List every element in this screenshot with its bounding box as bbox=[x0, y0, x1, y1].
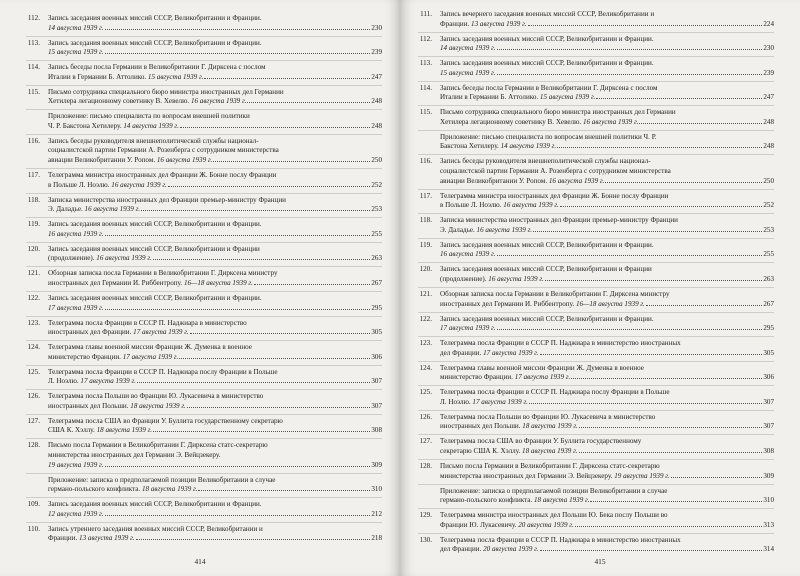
entry-divider bbox=[418, 54, 774, 57]
entry-page-number: 252 bbox=[763, 201, 774, 210]
entry-page-number: 295 bbox=[371, 303, 382, 312]
leader-dots bbox=[529, 403, 762, 404]
entry-number: 130. bbox=[419, 535, 432, 544]
toc-entry bbox=[418, 133, 774, 152]
entry-title: Телеграмма посла Франции в СССР П. Наджиара послу Франции в Польше Л. Ноэлю. 17 августа 1939 г. 307 bbox=[48, 367, 382, 386]
entry-number: 109. bbox=[27, 500, 40, 509]
entry-number: 123. bbox=[419, 339, 432, 348]
entry-number: 112. bbox=[27, 14, 40, 22]
entry-divider bbox=[418, 432, 774, 435]
entry-title: Телеграмма посла США во Франции У. Буллита государственному секретарю США К. Хэллу. 18 августа 1939 г. 308 bbox=[440, 437, 774, 456]
entry-divider bbox=[26, 411, 382, 414]
toc-entry bbox=[418, 59, 774, 78]
entry-title: Запись заседания военных миссий СССР, Великобритании и Франции. 14 августа 1939 г. 230 bbox=[440, 34, 774, 53]
entry-title: Обзорная записка посла Германии в Великобритании Г. Дирксена министру иностранных дел Германии И. Риббентропу. 16—18 августа 1939 г. 267 bbox=[48, 269, 382, 287]
toc-entry bbox=[418, 462, 774, 481]
entry-title: Обзорная записка посла Германии в Великобритании Г. Дирксена министру иностранных дел Германии И. Риббентропу. 16—18 августа 1939 г. 267 bbox=[440, 289, 774, 308]
entry-title: Запись заседания военных миссий СССР, Великобритании и Франции (продолжение). 16 августа 1939 г. 263 bbox=[440, 265, 774, 283]
toc-entry bbox=[26, 525, 382, 544]
toc-entry bbox=[418, 290, 774, 309]
entry-divider bbox=[26, 289, 382, 292]
leader-dots bbox=[247, 102, 370, 103]
entry-page-number: 255 bbox=[763, 250, 774, 259]
leader-dots bbox=[528, 25, 763, 26]
leader-dots bbox=[105, 515, 371, 516]
entry-title: Запись утреннего заседания военных миссий СССР, Великобритании и Франции. 13 августа 1939 г. 218 bbox=[48, 524, 382, 543]
toc-entry bbox=[418, 339, 774, 358]
toc-entry bbox=[26, 196, 382, 215]
leader-dots bbox=[533, 231, 762, 232]
entry-page-number: 305 bbox=[763, 348, 774, 357]
toc-entry bbox=[418, 388, 774, 407]
entry-number: 120. bbox=[27, 244, 40, 253]
entry-divider bbox=[26, 58, 382, 61]
toc-entry bbox=[26, 441, 382, 470]
entry-page-number: 309 bbox=[763, 471, 774, 480]
entry-divider bbox=[26, 264, 382, 267]
entry-number: 119. bbox=[419, 240, 432, 249]
entry-number: 115. bbox=[27, 87, 40, 96]
entry-title: Телеграмма министра иностранных дел Польши Ю. Бека послу Польши во Франции Ю. Лукасевичу. 20 августа 1939 г. 313 bbox=[440, 511, 774, 529]
entry-title: Телеграмма посла Польши во Франции Ю. Лукасевича в министерство иностранных дел Польши. 18 августа 1939 г. 307 bbox=[440, 412, 774, 431]
entry-divider bbox=[26, 495, 382, 498]
entry-page-number: 313 bbox=[763, 520, 774, 529]
leader-dots bbox=[540, 550, 763, 551]
entry-page-number: 252 bbox=[371, 180, 382, 189]
leader-dots bbox=[605, 182, 762, 183]
leader-dots bbox=[497, 74, 763, 75]
entry-divider bbox=[26, 519, 382, 522]
entry-divider bbox=[418, 186, 774, 189]
toc-entry bbox=[26, 417, 382, 436]
entry-divider bbox=[26, 82, 382, 85]
entry-number: 123. bbox=[27, 318, 40, 327]
entry-page-number: 295 bbox=[763, 324, 774, 333]
entry-divider bbox=[418, 260, 774, 263]
entry-divider bbox=[26, 132, 382, 135]
toc-entry bbox=[418, 157, 774, 186]
entry-page-number: 314 bbox=[763, 545, 774, 554]
leader-dots bbox=[557, 147, 762, 148]
entry-divider bbox=[418, 211, 774, 214]
entry-title: Письмо сотрудника специального бюро министра иностранных дел Германии Хетилера легационному советнику В. Хевелю. 16 августа 1939 г. 248 bbox=[48, 87, 382, 106]
entry-title: Запись заседания военных миссий СССР, Великобритании и Франции. 12 августа 1939 г. 212 bbox=[48, 500, 382, 518]
toc-entry bbox=[418, 364, 774, 383]
leader-dots bbox=[497, 49, 763, 50]
entry-title: Телеграмма министра иностранных дел Франции Ж. Бонне послу Франции в Польше Л. Ноэлю. 16 августа 1939 г. 252 bbox=[440, 191, 774, 210]
entry-page-number: 267 bbox=[763, 299, 774, 308]
entry-number: 125. bbox=[419, 388, 432, 397]
entry-title: Запись беседы посла Германии в Великобритании Г. Дирксена с послом Италии в Германии Б. Аттолико. 15 августа 1939 г. 247 bbox=[440, 83, 774, 102]
toc-list-right bbox=[418, 10, 774, 555]
entry-divider bbox=[418, 78, 774, 81]
toc-entry bbox=[418, 216, 774, 235]
toc-entry bbox=[26, 343, 382, 362]
entry-page-number: 310 bbox=[371, 485, 382, 494]
entry-page-number: 224 bbox=[763, 19, 774, 28]
entry-page-number: 307 bbox=[763, 422, 774, 431]
entry-page-number: 248 bbox=[763, 142, 774, 151]
entry-divider bbox=[418, 506, 774, 509]
entry-number: 128. bbox=[419, 462, 432, 470]
entry-title: Письмо сотрудника специального бюро министра иностранных дел Германии Хетилера легационному советнику В. Хевелю. 16 августа 1939 г. 248 bbox=[440, 108, 774, 126]
entry-page-number: 307 bbox=[371, 401, 382, 410]
entry-divider bbox=[418, 457, 774, 460]
entry-divider bbox=[418, 29, 774, 32]
toc-entry bbox=[26, 392, 382, 411]
entry-page-number: 247 bbox=[371, 72, 382, 81]
entry-divider bbox=[418, 103, 774, 106]
entry-page-number: 310 bbox=[763, 496, 774, 505]
toc-entry bbox=[26, 500, 382, 519]
entry-title: Телеграмма посла Польши во Франции Ю. Лукасевича в министерство иностранных дел Польши. 18 августа 1939 г. 307 bbox=[48, 392, 382, 410]
toc-entry bbox=[26, 476, 382, 495]
leader-dots bbox=[105, 53, 371, 54]
toc-entry bbox=[26, 63, 382, 82]
leader-dots bbox=[579, 452, 763, 453]
leader-dots bbox=[105, 235, 371, 236]
entry-divider bbox=[418, 309, 774, 312]
entry-page-number: 230 bbox=[371, 23, 382, 32]
leader-dots bbox=[153, 431, 370, 432]
entry-page-number: 248 bbox=[763, 117, 774, 126]
entry-page-number: 263 bbox=[371, 254, 382, 263]
toc-entry bbox=[418, 265, 774, 284]
entry-title: Запись заседания военных миссий СССР, Великобритании и Франции. 14 августа 1939 г. 230 bbox=[48, 14, 382, 32]
entry-number: 119. bbox=[27, 220, 40, 229]
leader-dots bbox=[204, 78, 370, 79]
entry-divider bbox=[418, 285, 774, 288]
entry-title: Запись заседания военных миссий СССР, Великобритании и Франции. 17 августа 1939 г. 295 bbox=[48, 293, 382, 312]
entry-title: Приложение: записка о предполагаемой позиции Великобритании в случае германо-польского конфликта. 18 августа 1939 г. 310 bbox=[440, 486, 774, 505]
leader-dots bbox=[639, 123, 762, 124]
entry-page-number: 239 bbox=[763, 68, 774, 77]
entry-divider bbox=[26, 313, 382, 316]
entry-page-number: 305 bbox=[371, 328, 382, 337]
toc-entry bbox=[418, 437, 774, 456]
leader-dots bbox=[105, 309, 371, 310]
entry-page-number: 308 bbox=[371, 426, 382, 435]
entry-divider bbox=[26, 166, 382, 169]
leader-dots bbox=[571, 378, 762, 379]
leader-dots bbox=[545, 280, 763, 281]
toc-entry bbox=[418, 487, 774, 506]
entry-number: 124. bbox=[27, 343, 40, 352]
leader-dots bbox=[136, 539, 371, 540]
entry-page-number: 250 bbox=[371, 156, 382, 165]
toc-entry bbox=[26, 39, 382, 58]
toc-entry bbox=[26, 171, 382, 190]
toc-entry bbox=[26, 294, 382, 313]
leader-dots bbox=[153, 259, 371, 260]
entry-page-number: 307 bbox=[371, 377, 382, 386]
entry-page-number: 306 bbox=[371, 352, 382, 361]
leader-dots bbox=[579, 427, 763, 428]
entry-number: 121. bbox=[27, 269, 40, 278]
entry-page-number: 255 bbox=[371, 229, 382, 238]
leader-dots bbox=[575, 526, 763, 527]
toc-entry bbox=[418, 192, 774, 211]
toc-entry bbox=[418, 35, 774, 54]
entry-title: Запись заседания военных миссий СССР, Великобритании и Франции. 16 августа 1939 г. 255 bbox=[48, 220, 382, 238]
entry-title: Запись беседы посла Германии в Великобритании Г. Дирксена с послом Италии в Германии Б. Аттолико. 15 августа 1939 г. 247 bbox=[48, 63, 382, 81]
toc-entry bbox=[26, 319, 382, 338]
entry-divider bbox=[418, 334, 774, 337]
entry-number: 127. bbox=[27, 416, 40, 425]
entry-divider bbox=[418, 358, 774, 361]
entry-divider bbox=[26, 107, 382, 110]
entry-page-number: 250 bbox=[763, 176, 774, 185]
toc-entry bbox=[418, 315, 774, 334]
entry-title: Телеграмма министра иностранных дел Франции Ж. Бонне послу Франции в Польше Л. Ноэлю. 16 августа 1939 г. 252 bbox=[48, 171, 382, 189]
entry-divider bbox=[26, 362, 382, 365]
entry-divider bbox=[418, 530, 774, 533]
entry-title: Записка министерства иностранных дел Франции премьер-министру Франции Э. Даладье. 16 августа 1939 г. 253 bbox=[48, 195, 382, 214]
entry-title: Телеграмма посла США во Франции У. Буллита государственному секретарю США К. Хэллу. 18 августа 1939 г. 308 bbox=[48, 416, 382, 435]
toc-entry bbox=[26, 14, 382, 33]
entry-number: 113. bbox=[419, 59, 432, 68]
entry-title: Запись заседания военных миссий СССР, Великобритании и Франции. 17 августа 1939 г. 295 bbox=[440, 314, 774, 333]
entry-divider bbox=[418, 152, 774, 155]
leader-dots bbox=[254, 284, 371, 285]
leader-dots bbox=[560, 206, 763, 207]
entry-page-number: 267 bbox=[371, 278, 382, 287]
entry-title: Телеграмма посла Франции в СССР П. Наджиара в министерство иностранных дел Франции. 17 августа 1939 г. 305 bbox=[440, 339, 774, 357]
entry-divider bbox=[418, 128, 774, 131]
entry-title: Приложение: письмо специалиста по вопросам внешней политики Ч. Р. Бакстона Хетилеру. 14 августа 1939 г. 248 bbox=[440, 132, 774, 151]
entry-divider bbox=[26, 215, 382, 218]
entry-number: 122. bbox=[27, 293, 40, 302]
entry-title: Запись заседания военных миссий СССР, Великобритании и Франции. 15 августа 1939 г. 239 bbox=[48, 38, 382, 57]
entry-number: 124. bbox=[419, 363, 432, 372]
entry-page-number: 212 bbox=[371, 509, 382, 518]
leader-dots bbox=[187, 407, 371, 408]
entry-page-number: 263 bbox=[763, 274, 774, 283]
toc-entry bbox=[26, 220, 382, 239]
entry-page-number: 309 bbox=[371, 460, 382, 469]
right-page bbox=[400, 0, 800, 576]
entry-title: Запись заседания военных миссий СССР, Великобритании и Франции. 16 августа 1939 г. 255 bbox=[440, 240, 774, 259]
page-number-right: 415 bbox=[594, 557, 606, 566]
entry-number: 126. bbox=[419, 412, 432, 421]
entry-number: 112. bbox=[419, 34, 432, 43]
entry-divider bbox=[26, 387, 382, 390]
entry-page-number: 248 bbox=[371, 97, 382, 106]
toc-entry bbox=[418, 536, 774, 555]
entry-divider bbox=[26, 239, 382, 242]
entry-number: 129. bbox=[419, 511, 432, 520]
entry-title: Телеграмма посла Франции в СССР П. Наджиара послу Франции в Польше Л. Ноэлю. 17 августа 1939 г. 307 bbox=[440, 388, 774, 406]
entry-number: 125. bbox=[27, 367, 40, 376]
leader-dots bbox=[596, 98, 762, 99]
entry-divider bbox=[26, 470, 382, 473]
entry-divider bbox=[26, 190, 382, 193]
toc-entry bbox=[26, 88, 382, 107]
entry-number: 117. bbox=[419, 191, 432, 200]
entry-page-number: 306 bbox=[763, 373, 774, 382]
entry-number: 120. bbox=[419, 265, 432, 274]
entry-number: 115. bbox=[419, 108, 432, 117]
entry-divider bbox=[26, 338, 382, 341]
leader-dots bbox=[646, 305, 763, 306]
entry-title: Запись заседания военных миссий СССР, Великобритании и Франции (продолжение). 16 августа 1939 г. 263 bbox=[48, 244, 382, 263]
entry-page-number: 218 bbox=[371, 534, 382, 543]
entry-title: Запись заседания военных миссий СССР, Великобритании и Франции. 15 августа 1939 г. 239 bbox=[440, 59, 774, 77]
entry-number: 114. bbox=[419, 83, 432, 92]
entry-number: 118. bbox=[27, 195, 40, 204]
leader-dots bbox=[190, 333, 371, 334]
toc-entry bbox=[26, 269, 382, 288]
entry-divider bbox=[418, 407, 774, 410]
leader-dots bbox=[590, 501, 762, 502]
entry-title: Письмо посла Германии в Великобритании Г. Дирксена статс-секретарю министерства иностранных дел Германии Э. Вейцзекеру. 19 августа 1939 г. 309 bbox=[440, 462, 774, 480]
entry-title: Запись вечернего заседания военных миссий СССР, Великобритании и Франции. 13 августа 1939 г. 224 bbox=[440, 10, 774, 28]
entry-title: Письмо посла Германии в Великобритании Г. Дирксена статс-секретарю министерства иностранных дел Германии Э. Вейцзекеру. 19 августа 1939 г. 309 bbox=[48, 441, 382, 469]
entry-title: Телеграмма главы военной миссии Франции Ж. Думенка в военное министерство Франции. 17 августа 1939 г. 306 bbox=[48, 343, 382, 361]
entry-title: Запись беседы руководителя внешнеполитической службы национал- социалистской партии Германии А. Розенберга с сотрудником министерства авиации Великобритании У. Ропом. 16 августа 1939 г. 250 bbox=[48, 136, 382, 165]
entry-title: Запись беседы руководителя внешнеполитической службы национал- социалистской партии Германии А. Розенберга с сотрудником министерства авиации Великобритании У. Ропом. 16 августа 1939 г. 250 bbox=[440, 157, 774, 185]
entry-number: 128. bbox=[27, 441, 40, 450]
leader-dots bbox=[671, 477, 763, 478]
entry-page-number: 230 bbox=[763, 44, 774, 53]
toc-entry bbox=[26, 112, 382, 131]
toc-entry bbox=[418, 413, 774, 432]
toc-entry bbox=[26, 137, 382, 166]
entry-page-number: 253 bbox=[371, 205, 382, 214]
leader-dots bbox=[180, 127, 370, 128]
leader-dots bbox=[105, 29, 371, 30]
entry-divider bbox=[26, 436, 382, 439]
entry-divider bbox=[418, 235, 774, 238]
leader-dots bbox=[198, 490, 370, 491]
leader-dots bbox=[497, 329, 763, 330]
entry-number: 126. bbox=[27, 392, 40, 401]
leader-dots bbox=[137, 382, 370, 383]
toc-entry bbox=[418, 84, 774, 103]
entry-divider bbox=[418, 383, 774, 386]
entry-title: Записка министерства иностранных дел Франции премьер-министру Франции Э. Даладье. 16 августа 1939 г. 253 bbox=[440, 216, 774, 234]
toc-entry bbox=[418, 108, 774, 127]
entry-number: 118. bbox=[419, 216, 432, 225]
leader-dots bbox=[105, 466, 371, 467]
toc-entry bbox=[418, 241, 774, 260]
leader-dots bbox=[540, 354, 763, 355]
leader-dots bbox=[213, 161, 370, 162]
leader-dots bbox=[179, 358, 370, 359]
entry-number: 110. bbox=[27, 524, 40, 533]
entry-page-number: 239 bbox=[371, 48, 382, 57]
entry-number: 121. bbox=[419, 289, 432, 298]
entry-number: 111. bbox=[420, 10, 432, 18]
toc-list-left bbox=[26, 14, 382, 544]
toc-entry bbox=[418, 511, 774, 530]
toc-entry bbox=[26, 368, 382, 387]
entry-title: Телеграмма посла Франции в СССР П. Наджиара в министерство иностранных дел Франции. 17 августа 1939 г. 305 bbox=[48, 318, 382, 337]
entry-number: 113. bbox=[27, 38, 40, 47]
entry-title: Телеграмма посла Франции в СССР П. Наджиара в министерство иностранных дел Франции. 20 августа 1939 г. 314 bbox=[440, 535, 774, 554]
entry-page-number: 307 bbox=[763, 397, 774, 406]
entry-title: Приложение: письмо специалиста по вопросам внешней политики Ч. Р. Бакстона Хетилеру. 14 августа 1939 г. 248 bbox=[48, 112, 382, 130]
entry-page-number: 247 bbox=[763, 93, 774, 102]
entry-number: 127. bbox=[419, 437, 432, 446]
entry-divider bbox=[418, 481, 774, 484]
page-number-left: 414 bbox=[194, 557, 206, 566]
leader-dots bbox=[168, 186, 371, 187]
entry-page-number: 248 bbox=[371, 121, 382, 130]
toc-entry bbox=[418, 10, 774, 29]
entry-number: 122. bbox=[419, 314, 432, 323]
entry-title: Телеграмма главы военной миссии Франции Ж. Думенка в военное министерство Франции. 17 августа 1939 г. 306 bbox=[440, 363, 774, 382]
entry-number: 114. bbox=[27, 63, 40, 72]
entry-number: 116. bbox=[419, 157, 432, 166]
entry-number: 116. bbox=[27, 136, 40, 145]
leader-dots bbox=[497, 255, 763, 256]
entry-divider bbox=[26, 33, 382, 36]
entry-number: 117. bbox=[27, 171, 40, 180]
entry-page-number: 253 bbox=[763, 225, 774, 234]
leader-dots bbox=[141, 210, 370, 211]
entry-title: Приложение: записка о предполагаемой позиции Великобритании в случае германо-польского конфликта. 18 августа 1939 г. 310 bbox=[48, 475, 382, 494]
entry-page-number: 308 bbox=[763, 447, 774, 456]
toc-entry bbox=[26, 245, 382, 264]
